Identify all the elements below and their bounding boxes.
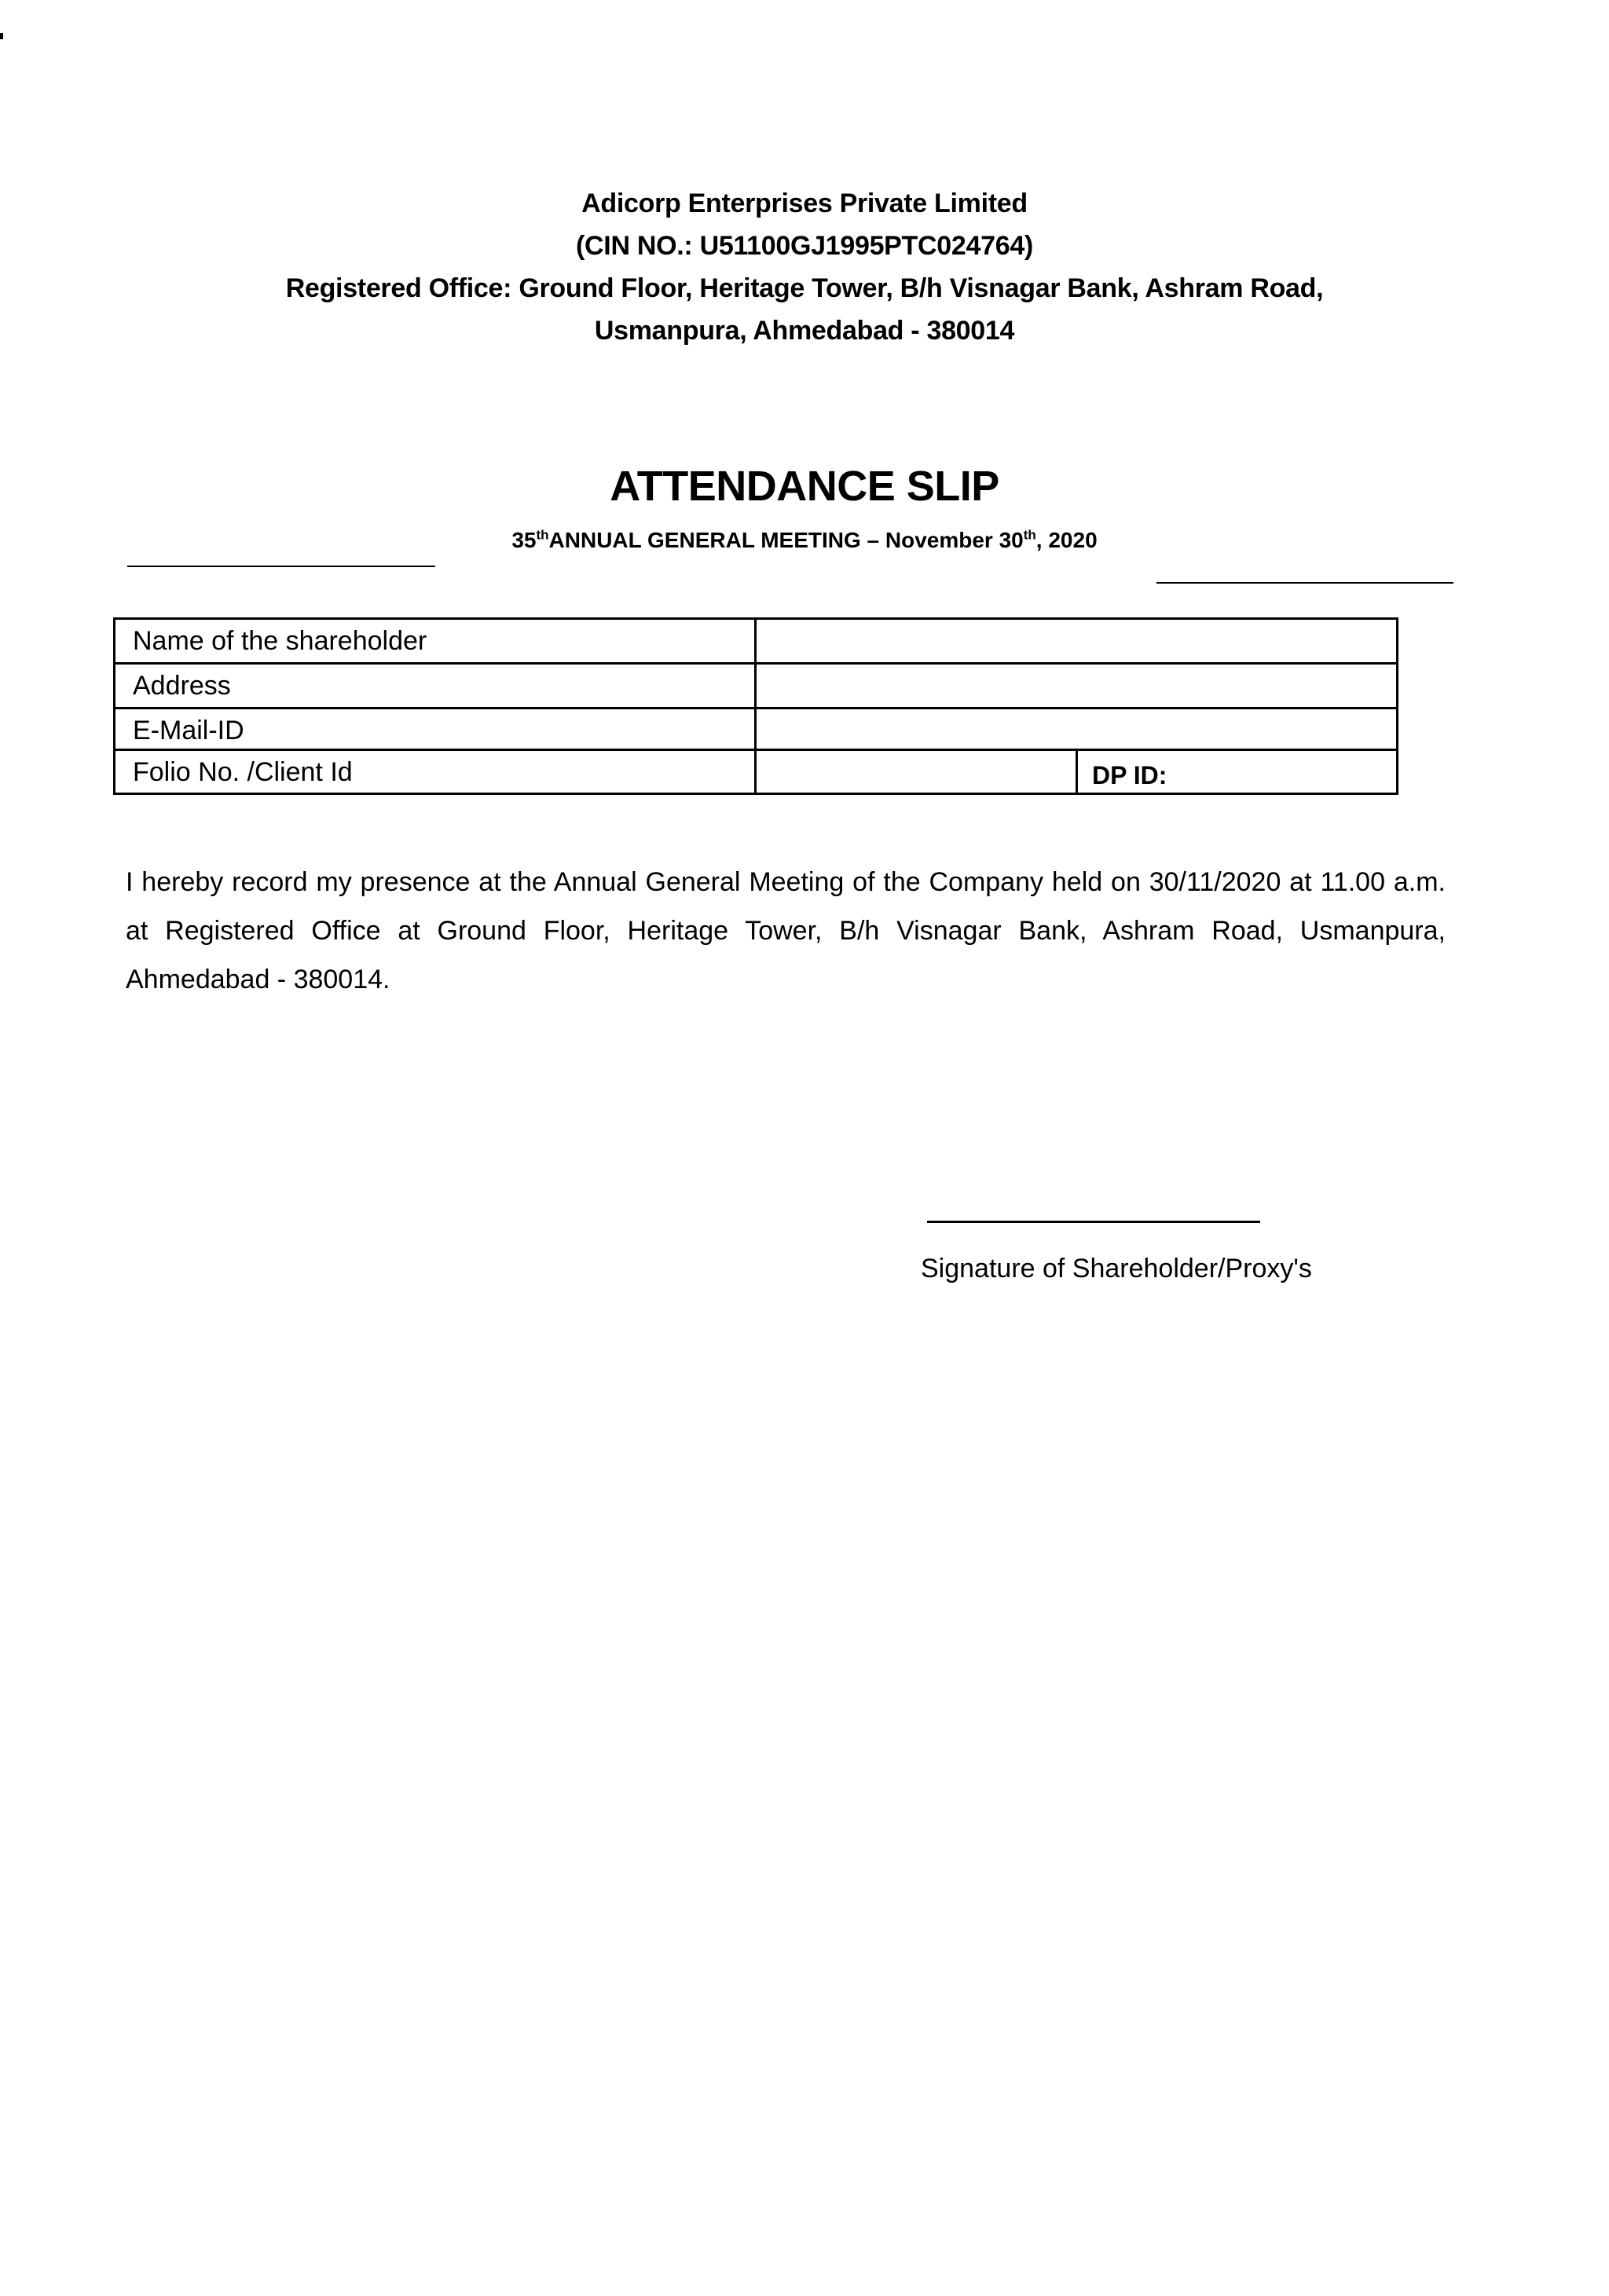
- table-row-folio: [115, 751, 1396, 793]
- meeting-ordinal-suffix: th: [536, 527, 549, 543]
- scan-mark: [0, 33, 3, 39]
- company-name: Adicorp Enterprises Private Limited: [581, 189, 1028, 218]
- table-row-name: [115, 620, 1396, 662]
- dp-id-field[interactable]: [1076, 751, 1396, 793]
- signature-line[interactable]: [927, 1221, 1260, 1223]
- registered-office-line-1: Registered Office: Ground Floor, Heritage Tower, B/h Visnagar Bank, Ashram Road,: [285, 273, 1324, 303]
- meeting-year: , 2020: [1035, 528, 1098, 552]
- folio-label: Folio No. /Client Id: [115, 751, 757, 793]
- email-label: E-Mail-ID: [115, 709, 757, 752]
- subtitle-rule-right: [1156, 582, 1453, 584]
- name-field[interactable]: [757, 620, 1396, 662]
- subtitle-rule-left: [127, 566, 435, 567]
- meeting-text: ANNUAL GENERAL MEETING – November 30: [548, 528, 1024, 552]
- address-field[interactable]: [757, 665, 1396, 707]
- meeting-ordinal-number: 35: [511, 528, 537, 552]
- meeting-subtitle: [0, 528, 1609, 553]
- signature-label: Signature of Shareholder/Proxy's: [921, 1254, 1312, 1283]
- presence-statement: I hereby record my presence at the Annual General Meeting of the Company held on 30/11/2020 at 11.00 a.m. at Registered Office at Ground Floor, Heritage Tower, B/h Visnagar Bank, Ashram Road, Usmanpura, Ahmedabad - 380014.: [126, 867, 1446, 994]
- cin-number: (CIN NO.: U51100GJ1995PTC024764): [576, 231, 1033, 261]
- table-row-address: [115, 665, 1396, 707]
- document-title: ATTENDANCE SLIP: [610, 463, 999, 510]
- table-row-email: [115, 709, 1396, 752]
- meeting-date-suffix: th: [1023, 527, 1036, 543]
- dp-id-label: DP ID:: [1092, 761, 1167, 789]
- registered-office-line-2: Usmanpura, Ahmedabad - 380014: [594, 316, 1015, 346]
- email-field[interactable]: [757, 709, 1396, 752]
- company-header: [118, 182, 1491, 352]
- shareholder-details-table: [113, 617, 1398, 795]
- name-label: Name of the shareholder: [115, 620, 757, 662]
- address-label: Address: [115, 665, 757, 707]
